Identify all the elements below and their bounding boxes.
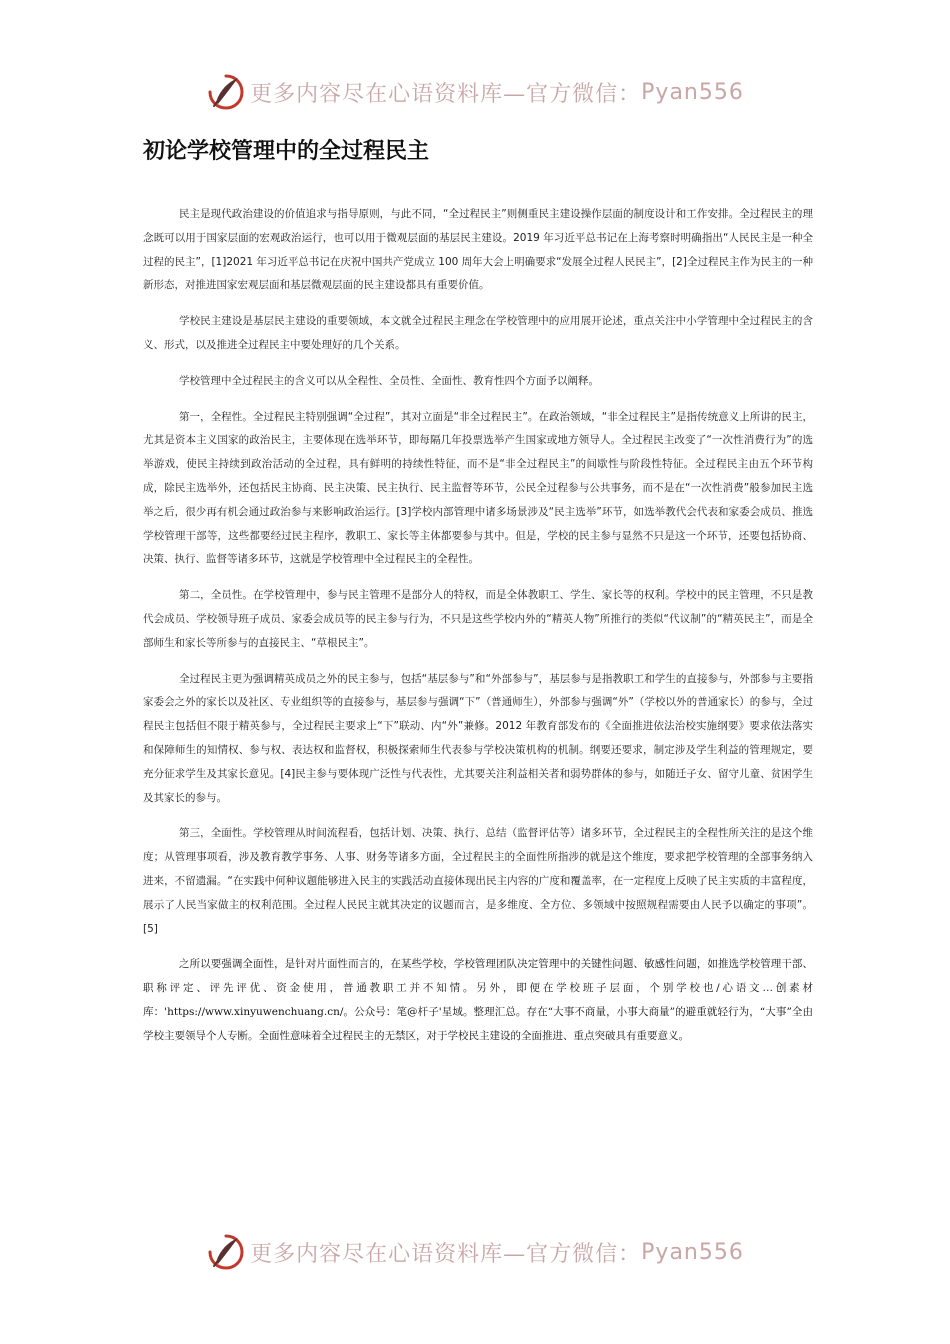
paragraph-3: 学校管理中全过程民主的含义可以从全程性、全员性、全面性、教育性四个方面予以阐释。 bbox=[179, 374, 599, 387]
paragraph-7: 第三，全面性。学校管理从时间流程看，包括计划、决策、执行、总结（监督评估等）诸多环节，全过程民主的全程性所关注的是这个维度；从管理事项看，涉及教育教学事务、人事、财务等诸多方面，全过程民主的全面性所指涉的就是这个维度，要求把学校管理的全部事务纳入进来，不留遗漏。“在实践中何种议题能够进入民主的实践活动直接体现出民主内容的广度和覆盖率，在一定程度上反映了民主实质的丰富程度，展示了人民当家做主的权利范围。全过程人民民主就其决定的议题而言，是多维度、全方位、多领域中按照规程需要由人民予以确定的事项”。[5] bbox=[143, 827, 813, 935]
watermark-banner-top bbox=[0, 68, 950, 116]
paragraph-2: 学校民主建设是基层民主建设的重要领域，本文就全过程民主理念在学校管理中的应用展开论述，重点关注中小学管理中全过程民主的含义、形式，以及推进全过程民主中要处理好的几个关系。 bbox=[143, 315, 813, 351]
paragraph-5: 第二，全员性。在学校管理中，参与民主管理不是部分人的特权，而是全体教职工、学生、家长等的权利。学校中的民主管理，不只是教代会成员、学校领导班子成员、家委会成员等的民主参与行为，不只是这些学校内外的“精英人物”所推行的类似“代议制”的“精英民主”，而是全部师生和家长等所参与的直接民主、“草根民主”。 bbox=[143, 589, 813, 649]
paragraph-1: 民主是现代政治建设的价值追求与指导原则，与此不同，“全过程民主”则侧重民主建设操作层面的制度设计和工作安排。全过程民主的理念既可以用于国家层面的宏观政治运行，也可以用于微观层面的基层民主建设。2019 年习近平总书记在上海考察时明确指出“人民民主是一种全过程的民主”，[1]2021 年习近平总书记在庆祝中国共产党成立 100 周年大会上明确要求“发展全过程人民民主”，[2]全过程民主作为民主的一种新形态，对推进国家宏观层面和基层微观层面的民主建设都具有重要价值。 bbox=[143, 208, 813, 292]
watermark-banner-bottom bbox=[0, 1228, 950, 1276]
paragraph-6: 全过程民主更为强调精英成员之外的民主参与，包括“基层参与”和“外部参与”，基层参与是指教职工和学生的直接参与，外部参与主要指家委会之外的家长以及社区、专业组织等的直接参与，基层参与强调“下”（普通师生），外部参与强调“外”（学校以外的普通家长）的参与，全过程民主包括但不限于精英参与，全过程民主要求上“下”联动、内“外”兼修。2012 年教育部发布的《全面推进依法治校实施纲要》要求依法落实和保障师生的知情权、参与权、表达权和监督权，积极探索师生代表参与学校决策机构的机制。纲要还要求，制定涉及学生利益的管理规定，要充分征求学生及其家长意见。[4]民主参与要体现广泛性与代表性，尤其要关注利益相关者和弱势群体的参与，如随迁子女、留守儿童、贫困学生及其家长的参与。 bbox=[143, 672, 813, 804]
watermark-wechat-id: Pyan556 bbox=[641, 1239, 744, 1265]
paragraph-8: 之所以要强调全面性，是针对片面性而言的，在某些学校，学校管理团队决定管理中的关键性问题、敏感性问题，如推选学校管理干部、职称评定、评先评优、资金使用，普通教职工并不知情。另外，即便在学校班子层面，个别学校也/心语文…创素材库：'https://www.xinyuwenchuang.cn/。公众号：笔@杆子'星域。整理汇总。存在“大事不商量，小事大商量”的避重就轻行为，“大事”全由学校主要领导个人专断。全面性意味着全过程民主的无禁区，对于学校民主建设的全面推进、重点突破具有重要意义。 bbox=[143, 958, 813, 1042]
paragraph-4: 第一，全程性。全过程民主特别强调“全过程”，其对立面是“非全过程民主”。在政治领域，“非全过程民主”是指传统意义上所讲的民主，尤其是资本主义国家的政治民主，主要体现在选举环节，即每隔几年投票选举产生国家或地方领导人。全过程民主改变了“一次性消费行为”的选举游戏，使民主持续到政治活动的全过程，具有鲜明的持续性特征，而不是“非全过程民主”的间歇性与阶段性特征。全过程民主由五个环节构成，除民主选举外，还包括民主协商、民主决策、民主执行、民主监督等环节，公民全过程参与公共事务，而不是在“一次性消费”般参加民主选举之后，很少再有机会通过政治参与来影响政治运行。[3]学校内部管理中诸多场景涉及“民主选举”环节，如选举教代会代表和家委会成员、推选学校管理干部等，这些都要经过民主程序，教职工、家长等主体都要参与其中。但是，学校的民主参与显然不只是这一个环节，还要包括协商、决策、执行、监督等诸多环节，这就是学校管理中全过程民主的全程性。 bbox=[143, 410, 813, 566]
feather-logo-icon bbox=[206, 72, 246, 112]
feather-logo-icon bbox=[206, 1232, 246, 1272]
document-title: 初论学校管理中的全过程民主 bbox=[143, 139, 430, 164]
watermark-text: 更多内容尽在心语资料库—官方微信： bbox=[250, 1241, 642, 1267]
watermark-wechat-id: Pyan556 bbox=[641, 79, 744, 105]
watermark-text: 更多内容尽在心语资料库—官方微信： bbox=[250, 81, 642, 107]
document-body bbox=[143, 203, 813, 1061]
